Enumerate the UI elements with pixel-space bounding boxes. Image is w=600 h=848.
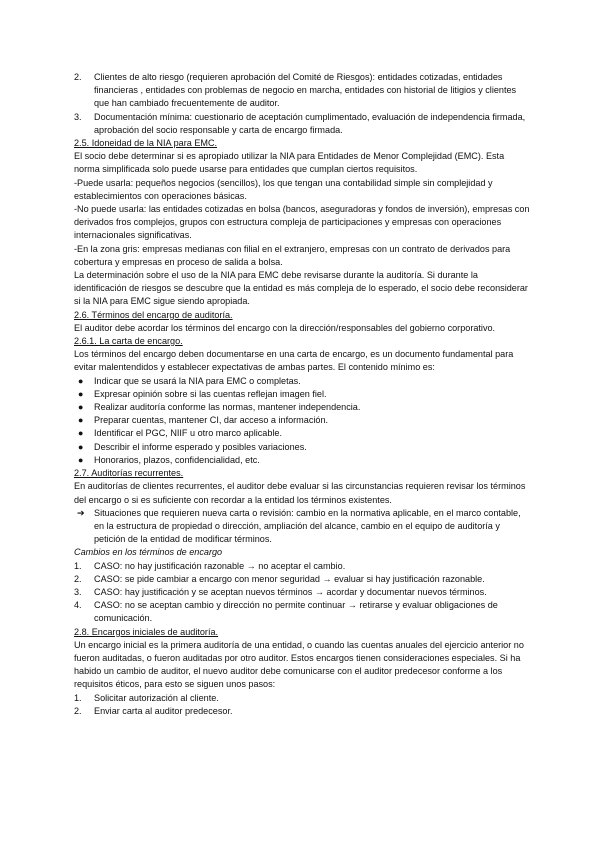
list-item	[74, 586, 530, 599]
section-heading-2-5: 2.5. Idoneidad de la NIA para EMC.	[74, 138, 218, 149]
section-heading-2-8: 2.8. Encargos iniciales de auditoría.	[74, 626, 219, 637]
paragraph: La determinación sobre el uso de la NIA para EMC debe revisarse durante la auditoría. Si durante la identificación de riesgos se descubre que la entidad es más compleja de lo esperado, el socio debe reconsiderar si la NIA para EMC sigue siendo apropiada.	[74, 270, 528, 307]
list-item	[74, 692, 530, 705]
list-item-text: Clientes de alto riesgo (requieren aprobación del Comité de Riesgos): entidades cotizadas, entidades financieras , entidades con problemas de negocio en marcha, entidades con historial de litigios y clientes que han cambiado frecuentemente de auditor.	[94, 72, 517, 109]
list-item-text: Enviar carta al auditor predecesor.	[94, 705, 233, 716]
list-item	[74, 375, 530, 388]
paragraph: El auditor debe acordar los términos del encargo con la dirección/responsables del gobierno corporativo.	[74, 322, 496, 333]
list-item	[74, 560, 530, 573]
list-item	[74, 454, 530, 467]
bullet-marker: ●	[78, 388, 84, 399]
list-item-text: Expresar opinión sobre si las cuentas reflejan imagen fiel.	[94, 388, 327, 399]
engagement-letter-bullet-list	[74, 375, 530, 467]
list-item-text: Honorarios, plazos, confidencialidad, etc.	[94, 454, 260, 465]
list-marker: 2.	[74, 72, 82, 82]
subsection-heading: Cambios en los términos de encargo	[74, 547, 223, 558]
list-item	[74, 111, 530, 137]
paragraph: Los términos del encargo deben documentarse en una carta de encargo, es un documento fundamental para evitar malentendidos y establecer expectativas de ambas partes. El contenido mínimo es:	[74, 349, 514, 373]
paragraph: Un encargo inicial es la primera auditoría de una entidad, o cuando las cuentas anuales del ejercicio anterior no fueron auditadas, o fueron auditadas por otro auditor. Estos encargos tienen consideraciones especiales. Si ha habido un cambio de auditor, el nuevo auditor debe comunicarse con el auditor predecesor conforme a los requisitos éticos, para esto se siguen unos pasos:	[74, 639, 524, 690]
list-item	[74, 441, 530, 454]
bullet-marker: ●	[78, 454, 84, 465]
list-item	[74, 573, 530, 586]
list-item-text: Describir el informe esperado y posibles variaciones.	[94, 441, 307, 452]
list-item-text: CASO: no hay justificación razonable → no aceptar el cambio.	[94, 560, 346, 571]
paragraph: En auditorías de clientes recurrentes, el auditor debe evaluar si las circunstancias requieren revisar los términos del encargo o si es suficiente con recordar a la entidad los términos existentes.	[74, 481, 526, 505]
list-item-text: Indicar que se usará la NIA para EMC o completas.	[94, 375, 301, 386]
list-marker: 3.	[74, 586, 82, 597]
list-item	[74, 414, 530, 427]
list-item	[74, 507, 530, 547]
bullet-marker: ●	[78, 402, 84, 413]
cases-numbered-list	[74, 560, 530, 626]
list-marker: 2.	[74, 705, 82, 716]
section-heading-2-7: 2.7. Auditorías recurrentes.	[74, 468, 184, 479]
risk-numbered-list	[74, 71, 530, 137]
section-heading-2-6: 2.6. Términos del encargo de auditoría.	[74, 309, 233, 320]
list-item	[74, 71, 530, 111]
list-marker: 1.	[74, 692, 82, 703]
bullet-marker: ●	[78, 428, 84, 439]
list-marker: 4.	[74, 600, 82, 611]
bullet-marker: ●	[78, 441, 84, 452]
list-item-text: CASO: se pide cambiar a encargo con menor seguridad → evaluar si hay justificación razonable.	[94, 573, 485, 584]
list-item	[74, 427, 530, 440]
list-item-text: Realizar auditoría conforme las normas, mantener independencia.	[94, 402, 361, 413]
list-item-text: Documentación mínima: cuestionario de aceptación cumplimentado, evaluación de independencia firmada, aprobación del socio responsable y carta de encargo firmada.	[94, 111, 526, 135]
list-item-text: Preparar cuentas, mantener CI, dar acceso a información.	[94, 415, 329, 426]
list-item-text: CASO: hay justificación y se aceptan nuevos términos → acordar y documentar nuevos términos.	[94, 586, 487, 597]
list-item	[74, 705, 530, 718]
list-marker: 1.	[74, 560, 82, 571]
list-item-text: Situaciones que requieren nueva carta o revisión: cambio en la normativa aplicable, en el marco contable, en la estructura de propiedad o dirección, ampliación del alcance, cambio en el equipo de auditoría y petición de la entidad de modificar términos.	[94, 507, 521, 545]
list-item-text: Solicitar autorización al cliente.	[94, 692, 219, 703]
section-heading-2-6-1: 2.6.1. La carta de encargo.	[74, 336, 183, 347]
list-marker: 3.	[74, 111, 82, 122]
steps-numbered-list	[74, 692, 530, 718]
list-item	[74, 401, 530, 414]
paragraph: -En la zona gris: empresas medianas con filial en el extranjero, empresas con un contrato de derivados para cobertura y empresas en proceso de salida a bolsa.	[74, 243, 511, 267]
paragraph: -Puede usarla: pequeños negocios (sencillos), los que tengan una contabilidad simple sin complejidad y establecimientos con operaciones básicas.	[74, 177, 493, 201]
list-item	[74, 599, 530, 625]
arrow-icon: ➔	[77, 507, 85, 518]
document-body	[74, 71, 530, 718]
arrow-list	[74, 507, 530, 547]
paragraph: -No puede usarla: las entidades cotizadas en bolsa (bancos, aseguradoras y fondos de inversión), empresas con derivados fros complejos, grupos con estructura compleja de participaciones y empresas con operaciones internacionales significativas.	[74, 204, 530, 241]
list-item-text: Identificar el PGC, NIIF u otro marco aplicable.	[94, 428, 283, 439]
list-item	[74, 388, 530, 401]
paragraph: El socio debe determinar si es apropiado utilizar la NIA para Entidades de Menor Complejidad (EMC). Esta norma simplificada solo puede usarse para entidades que cumplan ciertos requisitos.	[74, 151, 505, 175]
list-marker: 2.	[74, 573, 82, 584]
bullet-marker: ●	[78, 375, 84, 386]
list-item-text: CASO: no se aceptan cambio y dirección no permite continuar → retirarse y evaluar obligaciones de comunicación.	[94, 600, 498, 624]
bullet-marker: ●	[78, 415, 84, 426]
